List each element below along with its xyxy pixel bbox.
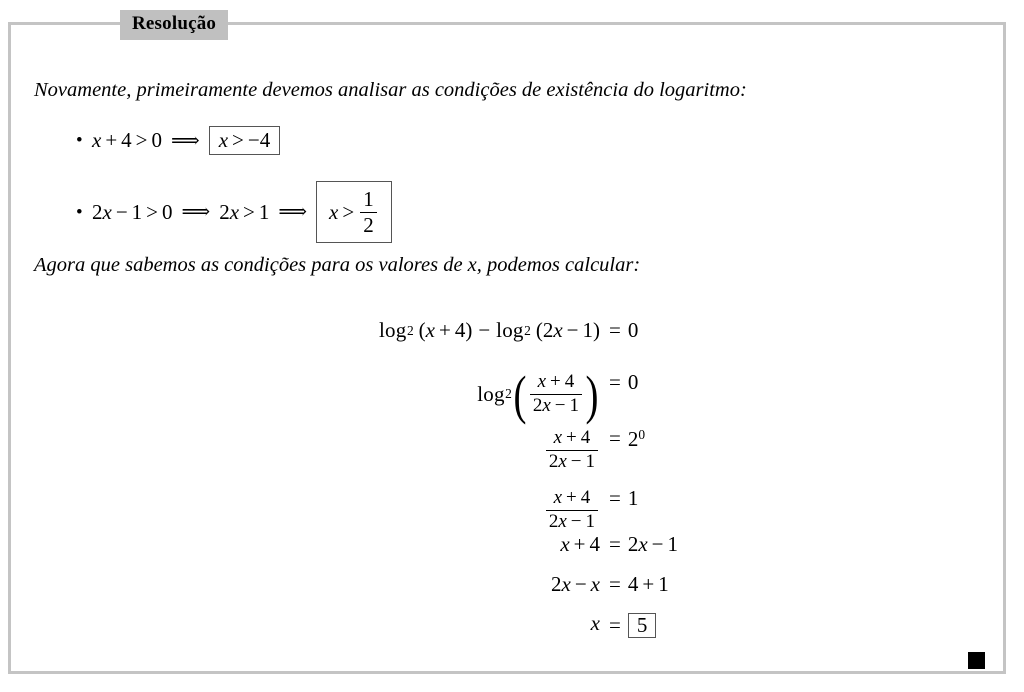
equation-6-equals: = xyxy=(609,572,621,596)
equation-1-equals: = xyxy=(609,318,621,342)
equation-4-equals: = xyxy=(609,486,621,510)
equation-3-num-variable: x xyxy=(553,427,563,448)
equation-2-den-value: 1 xyxy=(569,394,580,416)
result-2-fraction xyxy=(360,188,377,236)
equation-4-num-value: 4 xyxy=(580,487,591,508)
equation-3-den-coefficient: 2 xyxy=(548,450,559,472)
log-3-name: log xyxy=(477,381,505,406)
equation-6-rhs-value-2: 1 xyxy=(658,572,669,596)
equation-3-lhs xyxy=(544,428,600,472)
equation-5-rhs-variable: x xyxy=(638,532,648,556)
equation-2-den-variable: x xyxy=(542,394,551,416)
condition-1-right: 0 xyxy=(151,128,163,152)
log-2-arg-operator: − xyxy=(566,318,579,342)
log-1-paren-close: ) xyxy=(465,318,473,342)
equation-6-rhs xyxy=(600,574,669,595)
equation-6-rhs-value-1: 4 xyxy=(627,572,639,596)
equation-3-fraction xyxy=(546,428,598,472)
result-2-denominator: 2 xyxy=(360,212,377,237)
equation-2-numerator xyxy=(535,372,578,394)
equation-5-lhs-value: 4 xyxy=(589,532,600,556)
condition-2-variable: x xyxy=(102,199,112,224)
equation-6-lhs-operator: − xyxy=(574,572,587,596)
equation-6-lhs-coefficient: 2 xyxy=(551,572,562,596)
condition-2-mid-variable: x xyxy=(229,199,240,224)
equation-2-equals: = xyxy=(609,370,621,394)
log-2-paren-open: ( xyxy=(535,318,543,342)
equation-5-lhs-operator: + xyxy=(573,532,586,556)
section-title-resolucao: Resolução xyxy=(120,10,228,40)
equation-1-lhs xyxy=(379,320,600,341)
equation-5-rhs xyxy=(600,534,678,555)
implies-arrow-icon: ⟹ xyxy=(278,201,308,224)
condition-1-relation: > xyxy=(135,128,148,152)
final-answer-box xyxy=(628,613,657,638)
equation-5-lhs-variable: x xyxy=(560,532,570,556)
equation-3-rhs xyxy=(600,428,645,450)
condition-1-result-box xyxy=(209,126,281,155)
result-2-relation: > xyxy=(342,199,355,224)
equation-3-numerator xyxy=(551,428,594,450)
log-1-base: 2 xyxy=(406,322,414,338)
result-2-numerator: 1 xyxy=(363,187,374,211)
equation-5-lhs xyxy=(560,534,600,555)
condition-2-coefficient: 2 xyxy=(92,199,103,224)
equation-4-den-variable: x xyxy=(558,510,567,532)
equation-4-den-operator: − xyxy=(570,510,582,532)
equation-1-minus: − xyxy=(478,318,491,342)
middle-paragraph: Agora que sabemos as condições para os valores de x, podemos calcular: xyxy=(34,254,641,276)
log-1-arg-number: 4 xyxy=(454,318,466,342)
equation-4-fraction xyxy=(546,488,598,532)
log-2-base: 2 xyxy=(524,322,531,338)
log-2-name: log xyxy=(496,318,524,342)
equation-5-equals: = xyxy=(609,532,621,556)
big-paren-open: ( xyxy=(513,364,527,425)
equation-4-numerator xyxy=(551,488,594,510)
bullet-marker-icon: • xyxy=(76,130,83,151)
log-2-arg-number: 1 xyxy=(582,318,593,342)
equation-6-lhs xyxy=(551,574,600,595)
equation-7-lhs xyxy=(591,613,600,634)
equation-4-den-coefficient: 2 xyxy=(548,510,559,532)
equation-3-power xyxy=(628,428,645,450)
log-1-arg-operator: + xyxy=(438,318,451,342)
equation-4-rhs xyxy=(600,488,638,509)
result-1-value: −4 xyxy=(247,128,271,152)
final-answer-variable: x xyxy=(590,611,600,635)
log-2-arg-variable: x xyxy=(553,318,563,342)
equation-6-lhs-variable: x xyxy=(561,572,571,596)
equation-5-rhs-operator: − xyxy=(651,532,664,556)
equation-3-den-value: 1 xyxy=(585,450,595,472)
condition-2-mid-relation: > xyxy=(243,199,255,224)
equation-2-rhs xyxy=(600,372,638,393)
equation-6-rhs-operator: + xyxy=(642,572,655,596)
equation-2-value: 0 xyxy=(627,370,639,394)
condition-2-result-box xyxy=(316,181,392,243)
equation-2-fraction xyxy=(530,372,582,416)
equation-3-den-variable: x xyxy=(558,450,567,472)
condition-1-expression xyxy=(92,126,280,155)
equation-1-rhs xyxy=(600,320,638,341)
implies-arrow-icon: ⟹ xyxy=(171,129,200,152)
big-paren-close: ) xyxy=(585,364,599,425)
equation-5-rhs-value: 1 xyxy=(667,532,679,556)
condition-item-2 xyxy=(76,181,392,243)
equation-2-denominator xyxy=(530,394,582,417)
equation-2-num-variable: x xyxy=(537,371,547,392)
equation-4-lhs xyxy=(544,488,600,532)
equation-1-value: 0 xyxy=(627,318,639,342)
result-1-variable: x xyxy=(218,128,229,152)
condition-1-operator: + xyxy=(105,128,118,152)
bullet-marker-icon: • xyxy=(76,201,83,223)
equation-4-den-value: 1 xyxy=(585,510,595,532)
log-2-paren-close: ) xyxy=(593,318,600,342)
equation-3-num-operator: + xyxy=(566,427,577,448)
log-1-paren-open: ( xyxy=(418,318,426,342)
equation-4-num-variable: x xyxy=(553,487,563,508)
equation-2-num-value: 4 xyxy=(564,371,575,392)
condition-item-1 xyxy=(76,126,280,155)
equation-3-denominator xyxy=(546,450,598,473)
equation-6-lhs-variable-2: x xyxy=(590,572,600,596)
result-1-relation: > xyxy=(232,128,244,152)
condition-2-number: 1 xyxy=(131,199,143,224)
condition-2-right: 0 xyxy=(162,199,173,224)
condition-2-expression xyxy=(92,181,392,243)
equation-2-den-coefficient: 2 xyxy=(532,394,543,416)
equation-3-exponent: 0 xyxy=(638,427,646,442)
equation-3-num-value: 4 xyxy=(580,427,591,448)
log-1-arg-variable: x xyxy=(425,318,435,342)
equation-7-rhs xyxy=(600,613,656,638)
equation-2-lhs xyxy=(477,364,600,425)
condition-2-mid-right: 1 xyxy=(258,199,270,224)
equation-4-num-operator: + xyxy=(566,487,577,508)
intro-paragraph: Novamente, primeiramente devemos analisar as condições de existência do logaritmo: xyxy=(34,79,747,101)
implies-arrow-icon: ⟹ xyxy=(181,201,211,224)
result-2-variable: x xyxy=(329,199,339,224)
equation-7-equals: = xyxy=(609,613,621,637)
log-1-name: log xyxy=(379,318,407,342)
equation-4-value: 1 xyxy=(627,486,639,510)
equation-5-rhs-coefficient: 2 xyxy=(627,532,639,556)
log-3-base: 2 xyxy=(505,386,512,402)
qed-tombstone-icon xyxy=(968,652,985,669)
condition-1-number: 4 xyxy=(121,128,132,152)
condition-1-variable: x xyxy=(92,128,102,152)
equation-2-den-operator: − xyxy=(554,394,566,416)
condition-2-mid-coefficient: 2 xyxy=(219,199,230,224)
equation-2-num-operator: + xyxy=(550,371,561,392)
equation-3-den-operator: − xyxy=(570,450,582,472)
equation-3-base: 2 xyxy=(627,426,639,451)
condition-2-operator: − xyxy=(115,199,128,224)
equation-3-equals: = xyxy=(609,426,621,451)
condition-2-relation: > xyxy=(146,199,159,224)
log-2-arg-coefficient: 2 xyxy=(542,318,554,342)
equation-4-denominator xyxy=(546,510,598,533)
final-answer-value: 5 xyxy=(636,613,648,637)
